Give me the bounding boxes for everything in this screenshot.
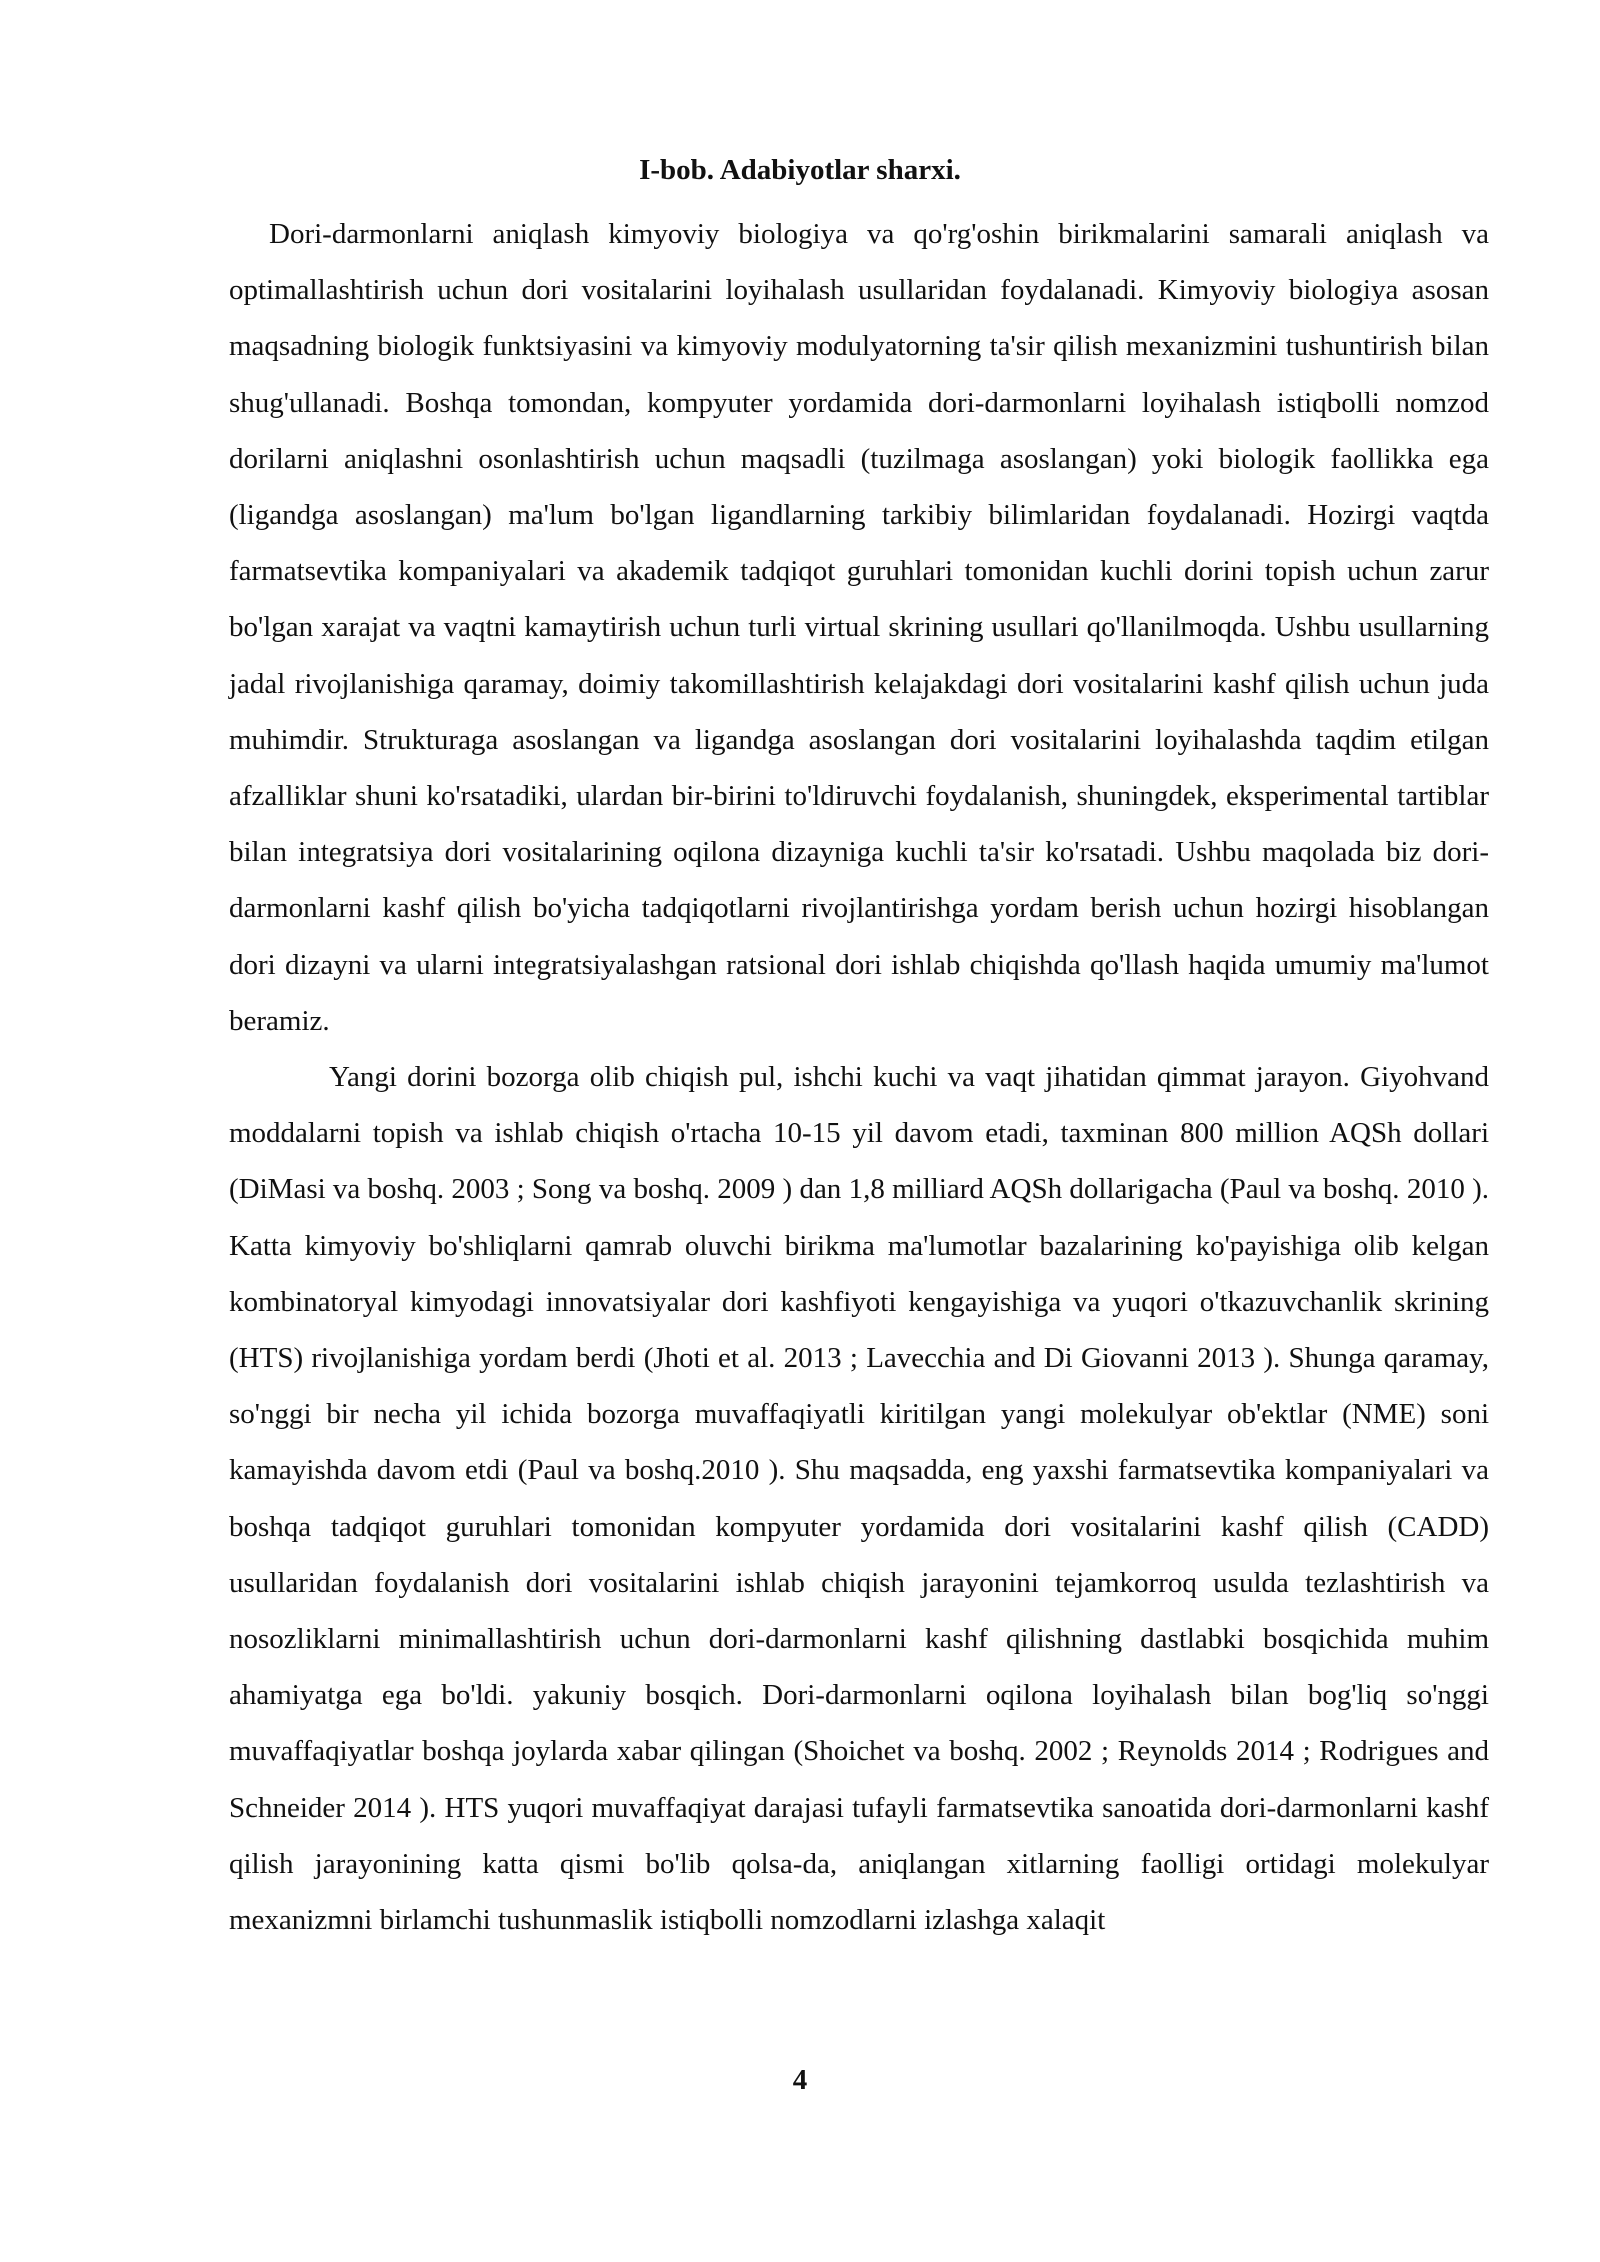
page-number: 4 [792,2064,808,2096]
paragraph-intro: Dori-darmonlarni aniqlash kimyoviy biologiya va qo'rg'oshin birikmalarini samarali aniqlash va optimallashtirish uchun dori vositalarini loyihalash usullaridan foydalanadi. Kimyoviy biologiya asosan maqsadning biologik funktsiyasini va kimyoviy modulyatorning ta'sir qilish mexanizmini tushuntirish bilan shug'ullanadi. Boshqa tomondan, kompyuter yordamida dori-darmonlarni loyihalash istiqbolli nomzod dorilarni aniqlashni osonlashtirish uchun maqsadli (tuzilmaga asoslangan) yoki biologik faollikka ega (ligandga asoslangan) ma'lum bo'lgan ligandlarning tarkibiy bilimlaridan foydalanadi. Hozirgi vaqtda farmatsevtika kompaniyalari va akademik tadqiqot guruhlari tomonidan kuchli dorini topish uchun zarur bo'lgan xarajat va vaqtni kamaytirish uchun turli virtual skrining usullari qo'llanilmoqda. Ushbu usullarning jadal rivojlanishiga qaramay, doimiy takomillashtirish kelajakdagi dori vositalarini kashf qilish uchun juda muhimdir. Strukturaga asoslangan va ligandga asoslangan dori vositalarini loyihalashda taqdim etilgan afzalliklar shuni ko'rsatadiki, ulardan bir-birini to'ldiruvchi foydalanish, shuningdek, eksperimental tartiblar bilan integratsiya dori vositalarining oqilona dizayniga kuchli ta'sir ko'rsatadi. Ushbu maqolada biz dori-darmonlarni kashf qilish bo'yicha tadqiqotlarni rivojlantirishga yordam berish uchun hozirgi hisoblangan dori dizayni va ularni integratsiyalashgan ratsional dori ishlab chiqishda qo'llash haqida umumiy ma'lumot beramiz. [229,218,1489,1037]
body-text [229,206,1489,1948]
chapter-title: I-bob. Adabiyotlar sharxi. [639,154,961,186]
paragraph-drug-discovery: Yangi dorini bozorga olib chiqish pul, ishchi kuchi va vaqt jihatidan qimmat jarayon. Giyohvand moddalarni topish va ishlab chiqish o'rtacha 10-15 yil davom etadi, taxminan 800 million AQSh dollari (DiMasi va boshq. 2003 ; Song va boshq. 2009 ) dan 1,8 milliard AQSh dollarigacha (Paul va boshq. 2010 ). Katta kimyoviy bo'shliqlarni qamrab oluvchi birikma ma'lumotlar bazalarining ko'payishiga olib kelgan kombinatoryal kimyodagi innovatsiyalar dori kashfiyoti kengayishiga va yuqori o'tkazuvchanlik skrining (HTS) rivojlanishiga yordam berdi (Jhoti et al. 2013 ; Lavecchia and Di Giovanni 2013 ). Shunga qaramay, so'nggi bir necha yil ichida bozorga muvaffaqiyatli kiritilgan yangi molekulyar ob'ektlar (NME) soni kamayishda davom etdi (Paul va boshq.2010 ). Shu maqsadda, eng yaxshi farmatsevtika kompaniyalari va boshqa tadqiqot guruhlari tomonidan kompyuter yordamida dori vositalarini kashf qilish (CADD) usullaridan foydalanish dori vositalarini ishlab chiqish jarayonini tejamkorroq usulda tezlashtirish va nosozliklarni minimallashtirish uchun dori-darmonlarni kashf qilishning dastlabki bosqichida muhim ahamiyatga ega bo'ldi. yakuniy bosqich. Dori-darmonlarni oqilona loyihalash bilan bog'liq so'nggi muvaffaqiyatlar boshqa joylarda xabar qilingan (Shoichet va boshq. 2002 ; Reynolds 2014 ; Rodrigues and Schneider 2014 ). HTS yuqori muvaffaqiyat darajasi tufayli farmatsevtika sanoatida dori-darmonlarni kashf qilish jarayonining katta qismi bo'lib qolsa-da, aniqlangan xitlarning faolligi ortidagi molekulyar mexanizmni birlamchi tushunmaslik istiqbolli nomzodlarni izlashga xalaqit [229,1061,1489,1937]
